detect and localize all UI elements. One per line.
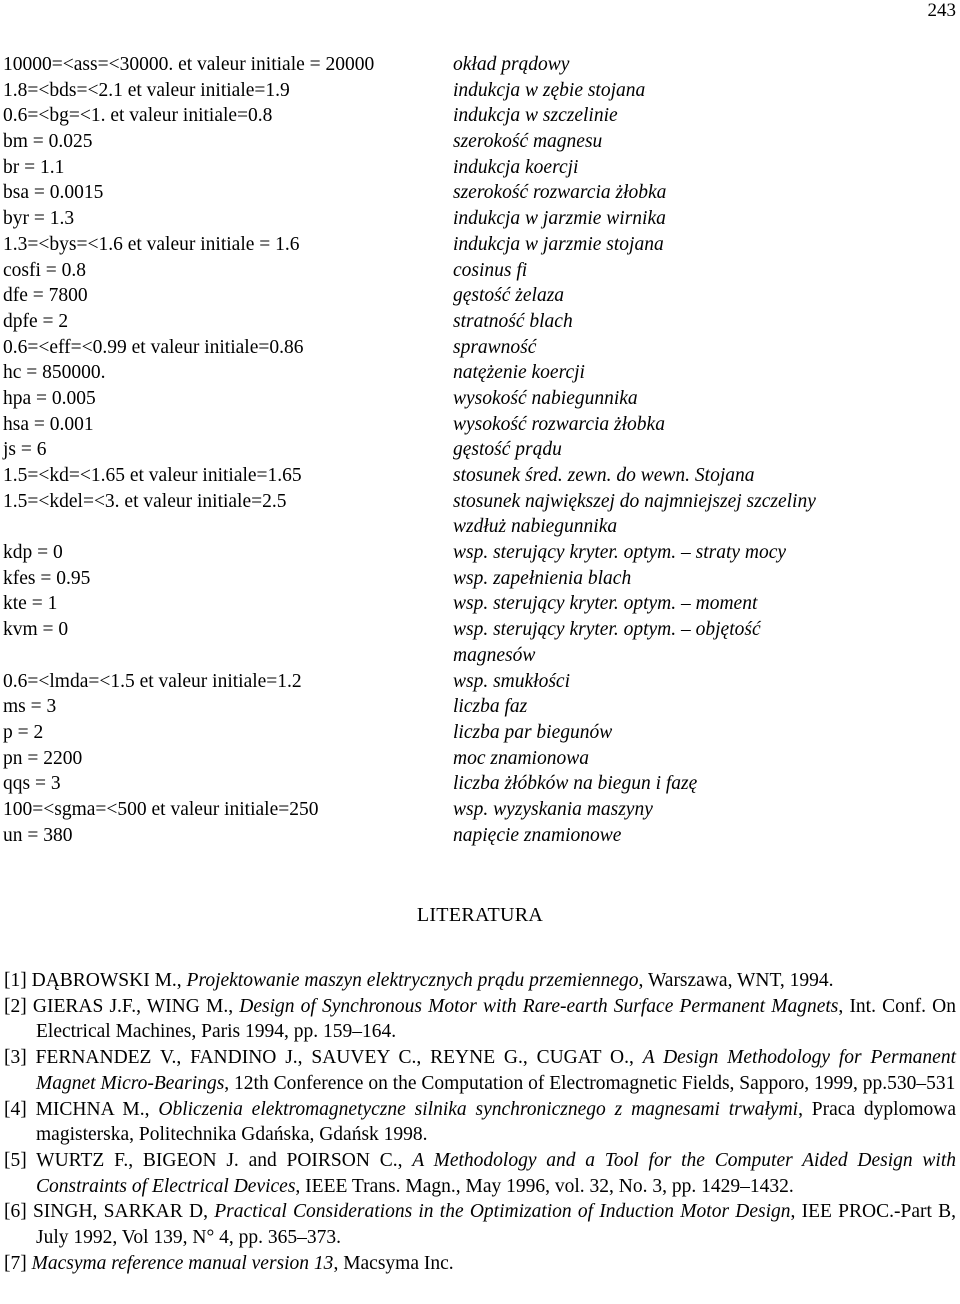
reference-item bbox=[4, 1045, 956, 1096]
parameter-description: szerokość rozwarcia żłobka bbox=[453, 182, 667, 204]
parameter-definition: cosfi = 0.8 bbox=[3, 259, 87, 281]
parameter-definition: hsa = 0.001 bbox=[3, 413, 94, 435]
parameter-description: stosunek największej do najmniejszej szczeliny bbox=[453, 490, 816, 512]
parameter-row bbox=[3, 103, 953, 129]
reference-suffix: , Macsyma Inc. bbox=[333, 1252, 454, 1274]
parameter-definition: dpfe = 2 bbox=[3, 310, 69, 332]
parameter-description: indukcja w jarzmie wirnika bbox=[453, 208, 666, 230]
parameter-description: indukcja w zębie stojana bbox=[453, 79, 646, 101]
parameter-description: stratność blach bbox=[453, 310, 573, 332]
reference-prefix: [2] GIERAS J.F., WING M., bbox=[4, 995, 240, 1017]
reference-item bbox=[4, 1097, 956, 1148]
reference-item bbox=[4, 1148, 956, 1199]
parameter-definition: qqs = 3 bbox=[3, 773, 61, 795]
parameter-row bbox=[3, 643, 953, 669]
parameter-definition: ms = 3 bbox=[3, 696, 57, 718]
reference-item bbox=[4, 968, 956, 994]
parameter-definition: bsa = 0.0015 bbox=[3, 182, 104, 204]
parameter-description: wysokość rozwarcia żłobka bbox=[453, 413, 665, 435]
parameter-row bbox=[3, 129, 953, 155]
parameter-row bbox=[3, 591, 953, 617]
reference-suffix: , IEE PROC.-Part B, July 1992, Vol 139, N° 4, pp. 365–373. bbox=[36, 1201, 956, 1249]
reference-prefix: [1] DĄBROWSKI M., bbox=[4, 970, 187, 991]
parameter-list bbox=[3, 52, 953, 848]
reference-prefix: [4] MICHNA M., bbox=[4, 1098, 159, 1120]
reference-title: Design of Synchronous Motor with Rare-earth Surface Permanent Magnets bbox=[239, 995, 839, 1017]
parameter-description: wzdłuż nabiegunnika bbox=[453, 516, 618, 538]
literature-heading: LITERATURA bbox=[416, 904, 544, 926]
parameter-row bbox=[3, 771, 953, 797]
parameter-row bbox=[3, 463, 953, 489]
parameter-row bbox=[3, 258, 953, 284]
parameter-definition: 1.3=<bys=<1.6 et valeur initiale = 1.6 bbox=[3, 233, 300, 255]
parameter-description: indukcja w szczelinie bbox=[453, 105, 618, 127]
parameter-description: wsp. sterujący kryter. optym. – moment bbox=[453, 593, 758, 615]
parameter-definition bbox=[3, 514, 453, 540]
reference-prefix: [7] bbox=[4, 1252, 32, 1274]
parameter-definition: 100=<sgma=<500 et valeur initiale=250 bbox=[3, 798, 319, 820]
parameter-definition: kte = 1 bbox=[3, 593, 58, 615]
parameter-description: wsp. wyzyskania maszyny bbox=[453, 798, 653, 820]
parameter-definition: un = 380 bbox=[3, 824, 73, 846]
parameter-description: wysokość nabiegunnika bbox=[453, 387, 638, 409]
parameter-description: okład prądowy bbox=[453, 54, 570, 75]
parameter-row bbox=[3, 617, 953, 643]
parameter-description: napięcie znamionowe bbox=[453, 824, 622, 846]
parameter-description: cosinus fi bbox=[453, 259, 528, 281]
parameter-description: wsp. sterujący kryter. optym. – straty mocy bbox=[453, 542, 787, 564]
parameter-definition: bm = 0.025 bbox=[3, 131, 93, 153]
parameter-description: wsp. smukłości bbox=[453, 670, 570, 692]
parameter-description: natężenie koercji bbox=[453, 362, 585, 384]
reference-suffix: , Praca dyplomowa magisterska, Politechnika Gdańska, Gdańsk 1998. bbox=[36, 1098, 957, 1146]
parameter-definition: 0.6=<eff=<0.99 et valeur initiale=0.86 bbox=[3, 336, 304, 358]
parameter-definition: hc = 850000. bbox=[3, 362, 106, 384]
reference-list bbox=[4, 968, 956, 1276]
parameter-row bbox=[3, 540, 953, 566]
reference-title: Macsyma reference manual version 13 bbox=[31, 1252, 334, 1274]
parameter-row bbox=[3, 335, 953, 361]
reference-prefix: [5] WURTZ F., BIGEON J. and POIRSON C., bbox=[4, 1149, 413, 1171]
parameter-description: magnesów bbox=[453, 644, 536, 666]
parameter-definition: pn = 2200 bbox=[3, 747, 83, 769]
parameter-row bbox=[3, 566, 953, 592]
parameter-row bbox=[3, 412, 953, 438]
parameter-description: liczba par biegunów bbox=[453, 721, 613, 743]
parameter-description: liczba żłóbków na biegun i fazę bbox=[453, 773, 698, 795]
parameter-description: gęstość prądu bbox=[453, 439, 562, 461]
parameter-definition bbox=[3, 643, 453, 669]
parameter-row bbox=[3, 155, 953, 181]
parameter-row bbox=[3, 180, 953, 206]
parameter-row bbox=[3, 52, 953, 78]
parameter-definition: hpa = 0.005 bbox=[3, 387, 96, 409]
parameter-description: sprawność bbox=[453, 336, 537, 358]
parameter-description: szerokość magnesu bbox=[453, 131, 603, 153]
parameter-row bbox=[3, 78, 953, 104]
parameter-description: liczba faz bbox=[453, 696, 528, 718]
parameter-definition: byr = 1.3 bbox=[3, 208, 75, 230]
parameter-definition: p = 2 bbox=[3, 721, 44, 743]
parameter-description: wsp. sterujący kryter. optym. – objętość bbox=[453, 619, 761, 641]
parameter-description: indukcja w jarzmie stojana bbox=[453, 233, 664, 255]
parameter-description: gęstość żelaza bbox=[453, 285, 565, 307]
parameter-row bbox=[3, 283, 953, 309]
parameter-row bbox=[3, 437, 953, 463]
parameter-row bbox=[3, 232, 953, 258]
parameter-row bbox=[3, 206, 953, 232]
reference-item bbox=[4, 1199, 956, 1250]
parameter-definition: js = 6 bbox=[3, 439, 47, 461]
parameter-row bbox=[3, 669, 953, 695]
parameter-row bbox=[3, 746, 953, 772]
parameter-definition: kvm = 0 bbox=[3, 619, 69, 641]
parameter-row bbox=[3, 797, 953, 823]
parameter-definition: br = 1.1 bbox=[3, 156, 65, 178]
parameter-row bbox=[3, 386, 953, 412]
parameter-description: wsp. zapełnienia blach bbox=[453, 567, 632, 589]
parameter-row bbox=[3, 360, 953, 386]
parameter-definition: kfes = 0.95 bbox=[3, 567, 91, 589]
parameter-row bbox=[3, 694, 953, 720]
parameter-description: stosunek śred. zewn. do wewn. Stojana bbox=[453, 465, 755, 486]
reference-prefix: [3] FERNANDEZ V., FANDINO J., SAUVEY C., REYNE G., CUGAT O., bbox=[4, 1047, 643, 1069]
reference-suffix: , 12th Conference on the Computation of Electromagnetic Fields, Sapporo, 1999, pp.530–531 bbox=[224, 1072, 956, 1094]
reference-title: Practical Considerations in the Optimization of Induction Motor Design bbox=[214, 1201, 791, 1223]
parameter-definition: 0.6=<bg=<1. et valeur initiale=0.8 bbox=[3, 105, 273, 127]
reference-title: A Methodology and a Tool for the Computer Aided Design with Constraints of Electrical Devices bbox=[36, 1149, 956, 1197]
reference-title: Projektowanie maszyn elektrycznych prądu przemiennego bbox=[186, 970, 639, 991]
parameter-row bbox=[3, 823, 953, 849]
parameter-definition: 0.6=<lmda=<1.5 et valeur initiale=1.2 bbox=[3, 670, 302, 692]
parameter-row bbox=[3, 720, 953, 746]
reference-title: Obliczenia elektromagnetyczne silnika synchronicznego z magnesami trwałymi bbox=[158, 1098, 799, 1120]
reference-item bbox=[4, 994, 956, 1045]
parameter-row bbox=[3, 309, 953, 335]
reference-title: A Design Methodology for Permanent Magnet Micro-Bearings bbox=[36, 1047, 957, 1094]
parameter-description: indukcja koercji bbox=[453, 156, 579, 178]
reference-suffix: , Int. Conf. On Electrical Machines, Paris 1994, pp. 159–164. bbox=[36, 995, 956, 1043]
parameter-row bbox=[3, 489, 953, 515]
parameter-definition: kdp = 0 bbox=[3, 542, 63, 564]
parameter-definition: 1.8=<bds=<2.1 et valeur initiale=1.9 bbox=[3, 79, 290, 101]
reference-item bbox=[4, 1251, 956, 1277]
page-number: 243 bbox=[927, 0, 956, 21]
parameter-definition: dfe = 7800 bbox=[3, 285, 88, 307]
reference-suffix: , Warszawa, WNT, 1994. bbox=[638, 970, 834, 991]
parameter-definition: 10000=<ass=<30000. et valeur initiale = 20000 bbox=[3, 54, 375, 75]
parameter-definition: 1.5=<kd=<1.65 et valeur initiale=1.65 bbox=[3, 465, 302, 486]
parameter-description: moc znamionowa bbox=[453, 747, 589, 769]
reference-prefix: [6] SINGH, SARKAR D, bbox=[4, 1201, 215, 1223]
parameter-definition: 1.5=<kdel=<3. et valeur initiale=2.5 bbox=[3, 490, 287, 512]
reference-suffix: , IEEE Trans. Magn., May 1996, vol. 32, No. 3, pp. 1429–1432. bbox=[295, 1175, 794, 1197]
parameter-row bbox=[3, 514, 953, 540]
